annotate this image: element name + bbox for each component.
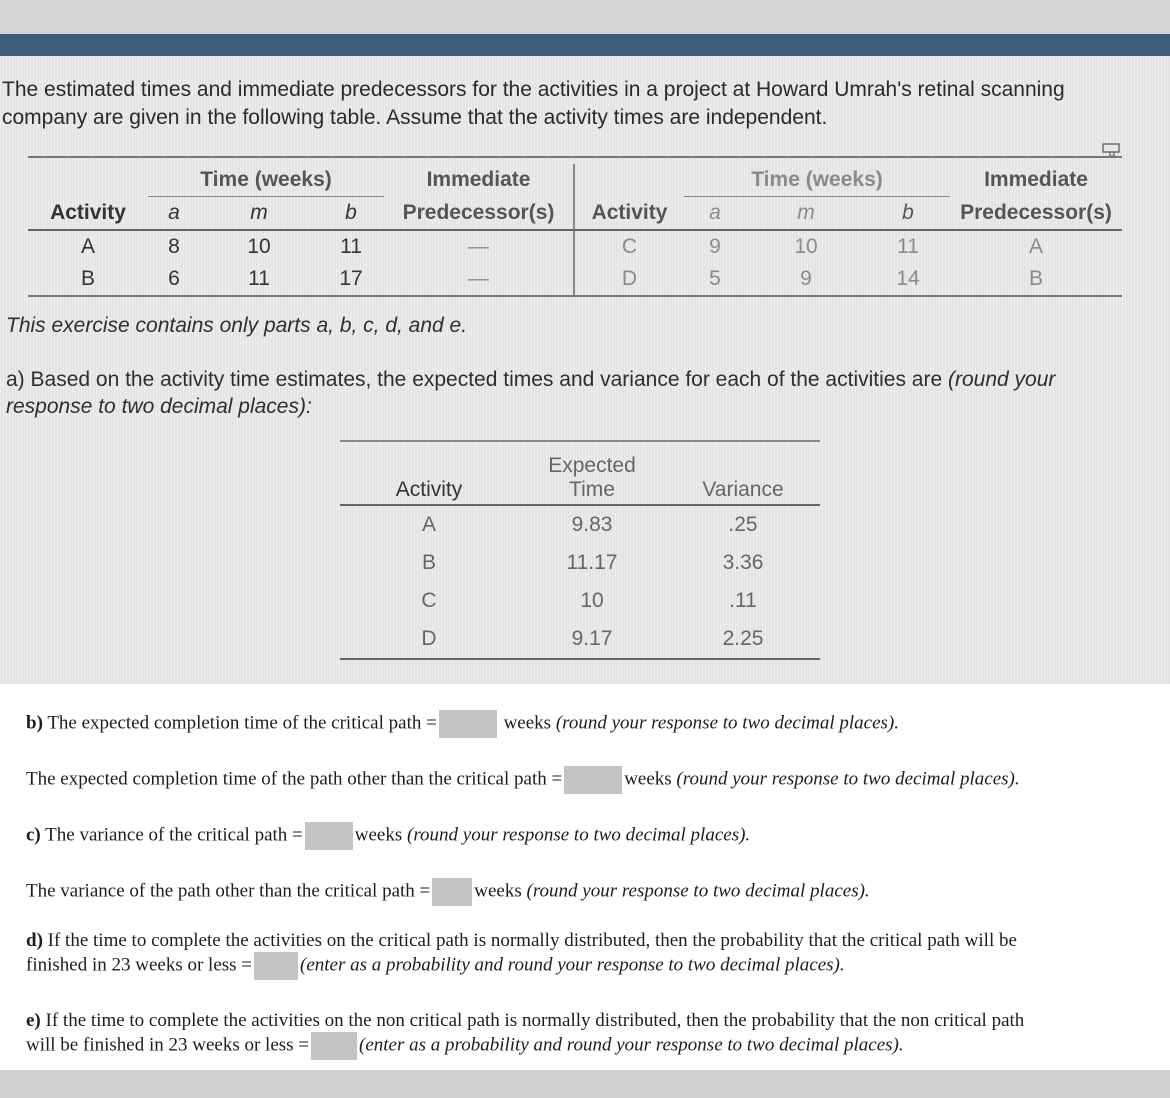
table-row (340, 544, 820, 582)
unit-text: weeks (498, 712, 556, 734)
activity-cell: C (421, 589, 437, 612)
b-cell: 11 (897, 235, 919, 258)
variance-cell: 2.25 (666, 620, 820, 659)
activity-cell: D (340, 620, 518, 659)
question-text: finished in 23 weeks or less = (26, 954, 253, 976)
hint-text: (enter as a probability and round your response to two decimal places). (359, 1034, 904, 1056)
header-band (0, 34, 1170, 56)
predecessor-cell: A (1028, 235, 1043, 258)
unit-text: weeks (474, 880, 527, 902)
b-cell: 11 (340, 235, 362, 258)
m-cell: 9 (746, 263, 866, 296)
variance-cell: 3.36 (722, 551, 764, 574)
intro-text (2, 76, 1152, 132)
activity-cell: B (421, 551, 436, 574)
question-b2 (26, 766, 1020, 794)
table-row (28, 230, 1122, 263)
noncritical-path-time-input[interactable] (564, 766, 622, 794)
col-b-header-left: b (318, 197, 384, 231)
expected-cell: 10 (580, 589, 604, 612)
m-cell: 10 (794, 235, 818, 258)
question-text: The variance of the path other than the critical path = (26, 880, 431, 902)
time-weeks-header-right: Time (weeks) (684, 164, 950, 197)
table-row (340, 620, 820, 659)
critical-path-variance-input[interactable] (305, 822, 353, 850)
unit-text: weeks (624, 768, 677, 790)
problem-statement (0, 56, 1170, 684)
time-weeks-header-left: Time (weeks) (148, 164, 384, 197)
immediate-header-right: Immediate (984, 168, 1088, 192)
predecessor-cell: B (950, 263, 1122, 296)
hint-text: (round your response to two decimal places). (526, 880, 870, 902)
activity-cell: C (574, 230, 684, 263)
question-text: If the time to complete the activities on the critical path is normally distributed, then the probability that the critical path will be (42, 930, 1017, 951)
m-cell: 11 (200, 263, 318, 296)
activity-header-left: Activity (28, 197, 148, 231)
col-b-header-right: b (866, 197, 950, 231)
noncritical-probability-input[interactable] (311, 1032, 357, 1060)
hint-text: (round your response to two decimal places). (676, 768, 1020, 790)
question-b1 (26, 710, 899, 738)
part-a-hint-1: (round your (947, 368, 1056, 391)
col-m-header-left: m (200, 197, 318, 231)
expected-cell: 9.83 (571, 513, 613, 536)
question-text: The expected completion time of the path other than the critical path = (26, 768, 563, 790)
activity-cell: B (28, 263, 148, 296)
predecessor-cell: — (384, 263, 574, 296)
part-a-hint-2: response to two decimal places): (6, 395, 312, 418)
hint-text: (round your response to two decimal places). (407, 824, 751, 846)
part-a-text (6, 366, 1126, 420)
expected-time-variance-table (340, 440, 820, 660)
activity-header-right: Activity (574, 197, 684, 231)
question-label: c) (26, 824, 41, 846)
question-c2 (26, 878, 870, 906)
expected-time-header (518, 446, 666, 505)
question-d (26, 930, 1017, 980)
variance-cell: .11 (729, 589, 757, 612)
top-bar (0, 0, 1170, 34)
part-a-question: a) Based on the activity time estimates, the expected times and variance for each of the activities are (6, 368, 948, 391)
expected-cell: 9.17 (518, 620, 666, 659)
expected-label: Expected (548, 454, 636, 477)
activity-cell: A (80, 235, 95, 258)
variance-cell: .25 (728, 513, 758, 536)
predecessor-cell: — (468, 235, 489, 258)
time-label: Time (569, 478, 615, 501)
a-cell: 8 (168, 235, 180, 258)
col-a-header-left: a (148, 197, 200, 231)
a-cell: 6 (148, 263, 200, 296)
b-cell: 14 (866, 263, 950, 296)
question-c1 (26, 822, 750, 850)
activity-times-table (28, 156, 1122, 297)
hint-text: (round your response to two decimal places). (555, 712, 899, 734)
questions-panel (0, 684, 1170, 1070)
predecessors-header-left: Predecessor(s) (384, 197, 574, 231)
a-cell: 9 (709, 235, 721, 258)
predecessors-header-right: Predecessor(s) (950, 197, 1122, 231)
parts-note: This exercise contains only parts a, b, c, d, and e. (6, 314, 468, 337)
a-cell: 5 (684, 263, 746, 296)
noncritical-path-variance-input[interactable] (432, 878, 472, 906)
question-label: d) (26, 930, 43, 951)
activity-header: Activity (340, 446, 518, 505)
question-text: The expected completion time of the critical path = (42, 712, 437, 734)
question-text: The variance of the critical path = (40, 824, 303, 846)
bottom-bar (0, 1070, 1170, 1098)
table-row (28, 263, 1122, 296)
expected-cell: 11.17 (566, 551, 618, 574)
activity-cell: D (574, 263, 684, 296)
critical-probability-input[interactable] (254, 952, 298, 980)
table-row (340, 582, 820, 620)
question-label: e) (26, 1010, 41, 1031)
question-text: If the time to complete the activities on the non critical path is normally distributed, then the probability that the non critical path (40, 1010, 1025, 1031)
unit-text: weeks (354, 824, 407, 846)
m-cell: 10 (247, 235, 271, 258)
activity-cell: A (421, 513, 436, 536)
b-cell: 17 (318, 263, 384, 296)
question-text: will be finished in 23 weeks or less = (26, 1034, 310, 1056)
copy-table-icon[interactable] (1102, 143, 1120, 157)
critical-path-time-input[interactable] (439, 710, 497, 738)
intro-line-1: The estimated times and immediate predecessors for the activities in a project at Howard Umrah's retinal scanning (2, 78, 1065, 101)
intro-line-2: company are given in the following table. Assume that the activity times are independent. (2, 106, 828, 129)
table-row (340, 505, 820, 544)
hint-text: (enter as a probability and round your response to two decimal places). (300, 954, 845, 976)
col-a-header-right: a (684, 197, 746, 231)
question-label: b) (26, 712, 43, 734)
immediate-header-left: Immediate (426, 168, 531, 192)
col-m-header-right: m (746, 197, 866, 231)
variance-header: Variance (666, 446, 820, 505)
question-e (26, 1010, 1024, 1060)
